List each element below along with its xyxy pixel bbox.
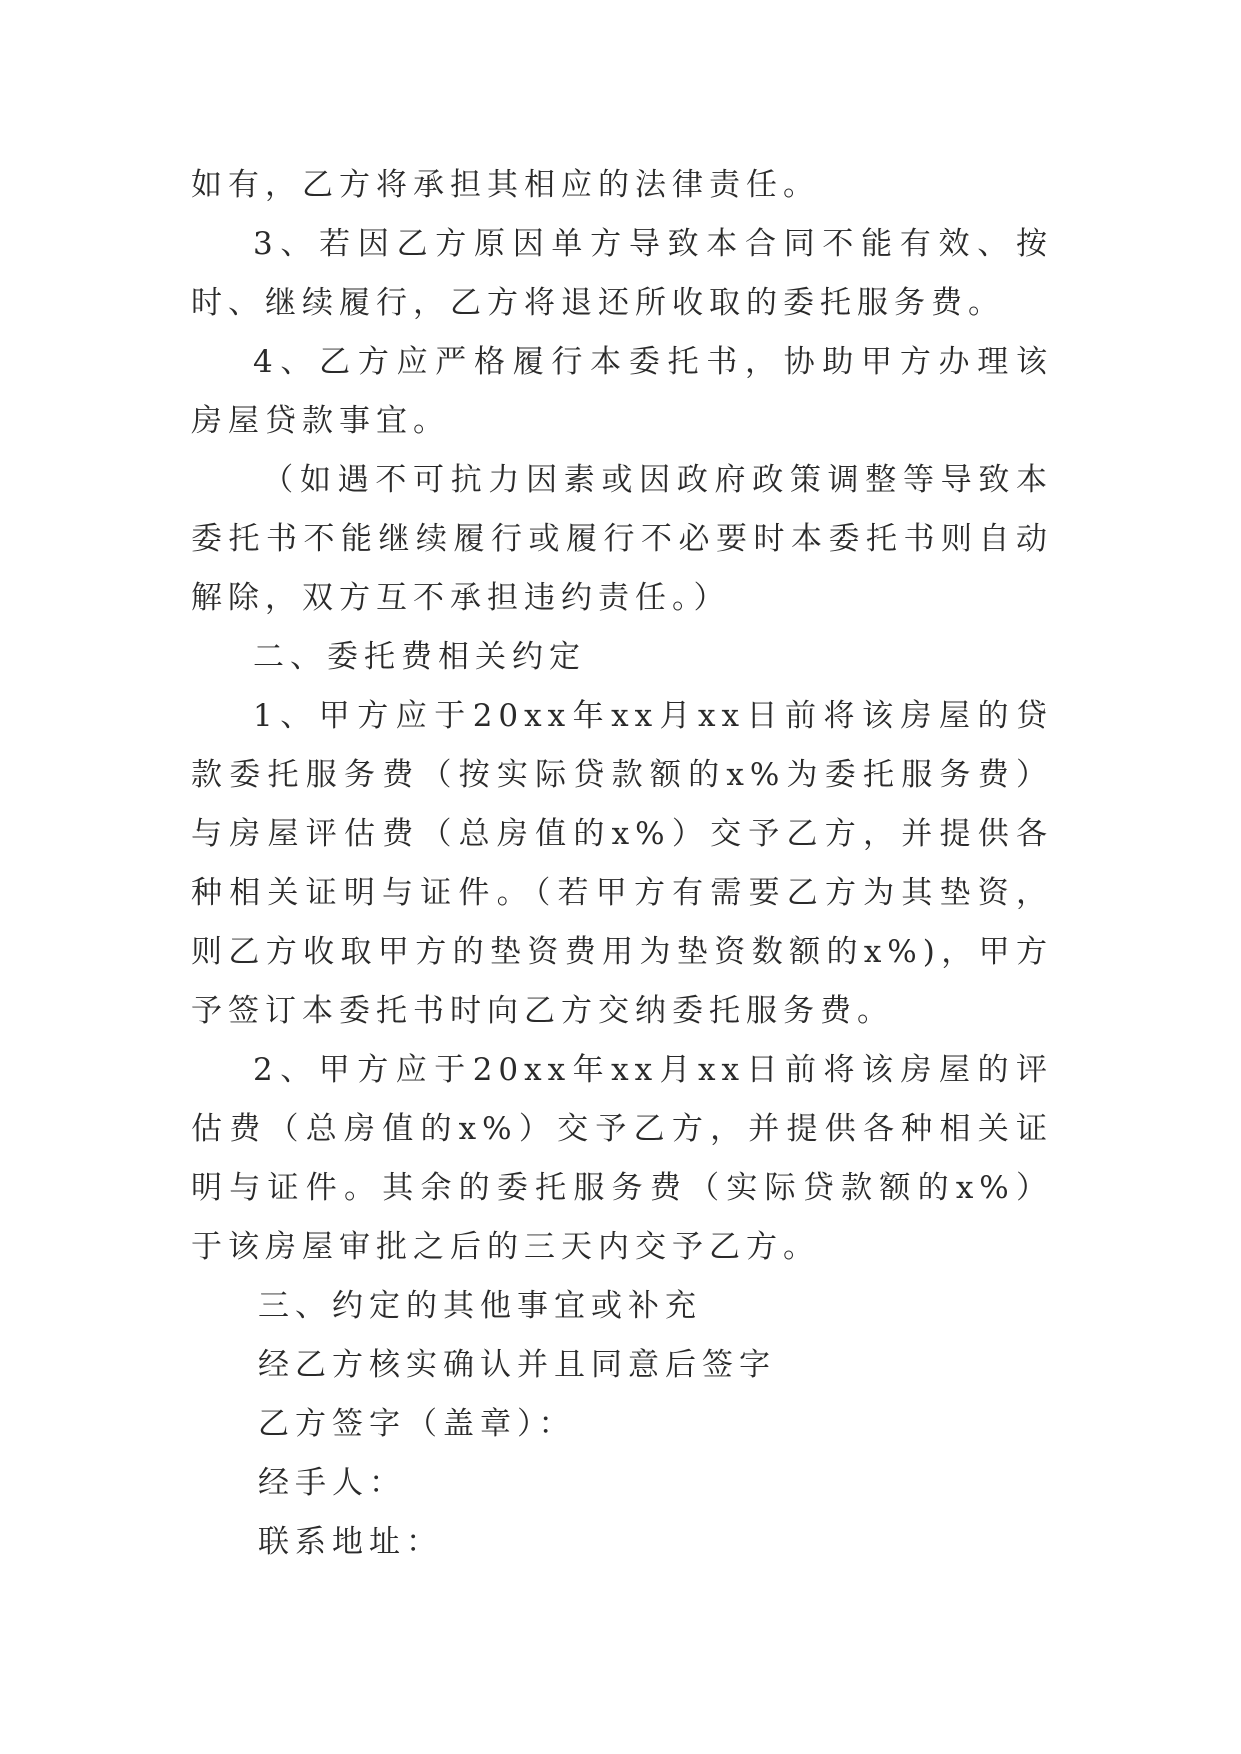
handler-label: 经手人： <box>258 1465 406 1501</box>
section-heading-commission: 二、委托费相关约定 <box>253 639 586 675</box>
paragraph-continuation: 如有，乙方将承担其相应的法律责任。 <box>191 167 820 203</box>
document-body <box>191 156 1053 1572</box>
force-majeure-note: （如遇不可抗力因素或因政府政策调整等导致本委托书不能继续履行或履行不必要时本委托书则自动解除，双方互不承担违约责任。） <box>191 462 1053 616</box>
contact-address-label: 联系地址： <box>258 1524 443 1560</box>
confirmation-line: 经乙方核实确认并且同意后签字 <box>258 1347 776 1383</box>
commission-clause-2: 2、甲方应于20xx年xx月xx日前将该房屋的评估费（总房值的x%）交予乙方，并提供各种相关证明与证件。其余的委托服务费（实际贷款额的x%）于该房屋审批之后的三天内交予乙方。 <box>191 1052 1053 1265</box>
section-heading-other: 三、约定的其他事宜或补充 <box>258 1288 702 1324</box>
commission-clause-1: 1、甲方应于20xx年xx月xx日前将该房屋的贷款委托服务费（按实际贷款额的x%为委托服务费）与房屋评估费（总房值的x%）交予乙方，并提供各种相关证明与证件。（若甲方有需要乙方为其垫资，则乙方收取甲方的垫资费用为垫资数额的x%)，甲方予签订本委托书时向乙方交纳委托服务费。 <box>191 698 1053 1029</box>
clause-4: 4、乙方应严格履行本委托书，协助甲方办理该房屋贷款事宜。 <box>191 344 1053 439</box>
party-b-signature-label: 乙方签字（盖章）： <box>258 1406 576 1442</box>
clause-3: 3、若因乙方原因单方导致本合同不能有效、按时、继续履行，乙方将退还所收取的委托服务费。 <box>191 226 1053 321</box>
